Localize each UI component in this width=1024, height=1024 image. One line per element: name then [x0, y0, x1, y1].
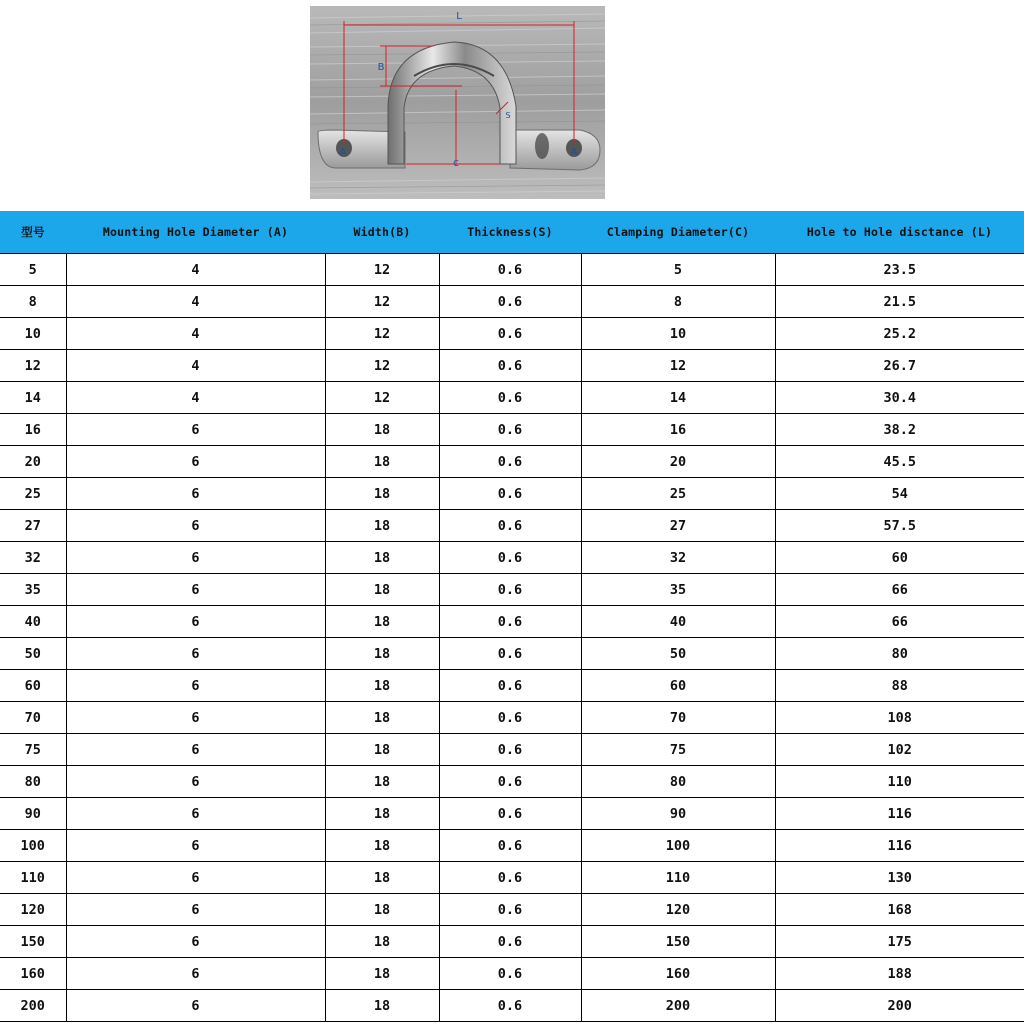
- spec-table-body: [0, 254, 1024, 1022]
- cell-width: 18: [325, 702, 439, 734]
- table-row: [0, 318, 1024, 350]
- cell-thickness: 0.6: [439, 926, 581, 958]
- cell-clamping-diameter: 12: [581, 350, 775, 382]
- cell-clamping-diameter: 120: [581, 894, 775, 926]
- cell-clamping-diameter: 150: [581, 926, 775, 958]
- cell-mounting-hole-diameter: 6: [66, 606, 325, 638]
- cell-thickness: 0.6: [439, 478, 581, 510]
- cell-mounting-hole-diameter: 6: [66, 670, 325, 702]
- cell-model: 200: [0, 990, 66, 1022]
- table-row: [0, 382, 1024, 414]
- cell-thickness: 0.6: [439, 958, 581, 990]
- cell-mounting-hole-diameter: 6: [66, 702, 325, 734]
- cell-model: 16: [0, 414, 66, 446]
- cell-mounting-hole-diameter: 6: [66, 542, 325, 574]
- dimension-label-l: L: [456, 11, 462, 22]
- cell-model: 70: [0, 702, 66, 734]
- cell-thickness: 0.6: [439, 574, 581, 606]
- cell-model: 40: [0, 606, 66, 638]
- header-thickness: Thickness(S): [439, 211, 581, 254]
- cell-thickness: 0.6: [439, 382, 581, 414]
- cell-thickness: 0.6: [439, 286, 581, 318]
- cell-hole-to-hole-distance: 57.5: [775, 510, 1024, 542]
- cell-thickness: 0.6: [439, 798, 581, 830]
- cell-model: 14: [0, 382, 66, 414]
- cell-mounting-hole-diameter: 6: [66, 862, 325, 894]
- cell-clamping-diameter: 110: [581, 862, 775, 894]
- cell-hole-to-hole-distance: 21.5: [775, 286, 1024, 318]
- cell-clamping-diameter: 35: [581, 574, 775, 606]
- header-width: Width(B): [325, 211, 439, 254]
- cell-thickness: 0.6: [439, 318, 581, 350]
- cell-model: 150: [0, 926, 66, 958]
- table-row: [0, 862, 1024, 894]
- clamp-photo: [310, 6, 605, 199]
- cell-model: 8: [0, 286, 66, 318]
- cell-mounting-hole-diameter: 6: [66, 830, 325, 862]
- table-row: [0, 574, 1024, 606]
- cell-width: 18: [325, 798, 439, 830]
- cell-width: 12: [325, 350, 439, 382]
- cell-model: 110: [0, 862, 66, 894]
- dimension-label-a-right: A: [570, 147, 578, 158]
- cell-model: 160: [0, 958, 66, 990]
- cell-width: 18: [325, 862, 439, 894]
- cell-mounting-hole-diameter: 6: [66, 990, 325, 1022]
- cell-width: 18: [325, 414, 439, 446]
- photo-background: [310, 6, 605, 199]
- cell-hole-to-hole-distance: 110: [775, 766, 1024, 798]
- cell-width: 12: [325, 286, 439, 318]
- cell-mounting-hole-diameter: 6: [66, 798, 325, 830]
- cell-clamping-diameter: 27: [581, 510, 775, 542]
- cell-clamping-diameter: 75: [581, 734, 775, 766]
- header-hole-to-hole-distance: Hole to Hole disctance (L): [775, 211, 1024, 254]
- spec-table-header: [0, 211, 1024, 254]
- cell-hole-to-hole-distance: 168: [775, 894, 1024, 926]
- cell-clamping-diameter: 16: [581, 414, 775, 446]
- cell-clamping-diameter: 100: [581, 830, 775, 862]
- cell-width: 18: [325, 670, 439, 702]
- table-row: [0, 350, 1024, 382]
- spec-table: [0, 211, 1024, 1022]
- cell-model: 50: [0, 638, 66, 670]
- cell-width: 18: [325, 574, 439, 606]
- cell-hole-to-hole-distance: 66: [775, 606, 1024, 638]
- cell-thickness: 0.6: [439, 830, 581, 862]
- cell-mounting-hole-diameter: 6: [66, 766, 325, 798]
- cell-clamping-diameter: 80: [581, 766, 775, 798]
- cell-model: 120: [0, 894, 66, 926]
- cell-thickness: 0.6: [439, 734, 581, 766]
- cell-width: 12: [325, 318, 439, 350]
- table-row: [0, 734, 1024, 766]
- header-mounting-hole-diameter: Mounting Hole Diameter (A): [66, 211, 325, 254]
- cell-hole-to-hole-distance: 60: [775, 542, 1024, 574]
- cell-width: 18: [325, 542, 439, 574]
- cell-width: 18: [325, 894, 439, 926]
- table-row: [0, 798, 1024, 830]
- cell-mounting-hole-diameter: 4: [66, 286, 325, 318]
- cell-clamping-diameter: 160: [581, 958, 775, 990]
- cell-thickness: 0.6: [439, 446, 581, 478]
- cell-mounting-hole-diameter: 4: [66, 350, 325, 382]
- table-row: [0, 926, 1024, 958]
- cell-width: 18: [325, 830, 439, 862]
- cell-mounting-hole-diameter: 4: [66, 254, 325, 286]
- cell-clamping-diameter: 200: [581, 990, 775, 1022]
- cell-clamping-diameter: 90: [581, 798, 775, 830]
- cell-hole-to-hole-distance: 188: [775, 958, 1024, 990]
- cell-thickness: 0.6: [439, 510, 581, 542]
- dimension-label-c: C: [453, 159, 459, 168]
- cell-thickness: 0.6: [439, 702, 581, 734]
- cell-hole-to-hole-distance: 38.2: [775, 414, 1024, 446]
- cell-hole-to-hole-distance: 80: [775, 638, 1024, 670]
- cell-model: 5: [0, 254, 66, 286]
- cell-model: 27: [0, 510, 66, 542]
- table-row: [0, 830, 1024, 862]
- cell-model: 10: [0, 318, 66, 350]
- cell-mounting-hole-diameter: 6: [66, 894, 325, 926]
- cell-model: 25: [0, 478, 66, 510]
- table-row: [0, 670, 1024, 702]
- cell-mounting-hole-diameter: 6: [66, 734, 325, 766]
- cell-width: 18: [325, 638, 439, 670]
- table-row: [0, 894, 1024, 926]
- cell-clamping-diameter: 32: [581, 542, 775, 574]
- cell-clamping-diameter: 60: [581, 670, 775, 702]
- cell-hole-to-hole-distance: 102: [775, 734, 1024, 766]
- cell-width: 18: [325, 766, 439, 798]
- cell-clamping-diameter: 8: [581, 286, 775, 318]
- cell-model: 90: [0, 798, 66, 830]
- cell-width: 12: [325, 254, 439, 286]
- cell-clamping-diameter: 40: [581, 606, 775, 638]
- cell-thickness: 0.6: [439, 670, 581, 702]
- cell-hole-to-hole-distance: 26.7: [775, 350, 1024, 382]
- header-clamping-diameter: Clamping Diameter(C): [581, 211, 775, 254]
- cell-clamping-diameter: 70: [581, 702, 775, 734]
- cell-clamping-diameter: 14: [581, 382, 775, 414]
- dimension-label-s: S: [505, 111, 511, 120]
- table-row: [0, 542, 1024, 574]
- cell-hole-to-hole-distance: 116: [775, 830, 1024, 862]
- table-row: [0, 478, 1024, 510]
- cell-width: 18: [325, 926, 439, 958]
- cell-model: 100: [0, 830, 66, 862]
- cell-clamping-diameter: 10: [581, 318, 775, 350]
- cell-model: 20: [0, 446, 66, 478]
- cell-clamping-diameter: 5: [581, 254, 775, 286]
- cell-thickness: 0.6: [439, 638, 581, 670]
- table-row: [0, 254, 1024, 286]
- cell-thickness: 0.6: [439, 862, 581, 894]
- cell-hole-to-hole-distance: 175: [775, 926, 1024, 958]
- cell-thickness: 0.6: [439, 894, 581, 926]
- cell-width: 18: [325, 990, 439, 1022]
- table-row: [0, 766, 1024, 798]
- cell-thickness: 0.6: [439, 350, 581, 382]
- cell-thickness: 0.6: [439, 606, 581, 638]
- cell-thickness: 0.6: [439, 542, 581, 574]
- cell-hole-to-hole-distance: 30.4: [775, 382, 1024, 414]
- cell-hole-to-hole-distance: 116: [775, 798, 1024, 830]
- cell-mounting-hole-diameter: 6: [66, 926, 325, 958]
- cell-mounting-hole-diameter: 6: [66, 574, 325, 606]
- cell-hole-to-hole-distance: 23.5: [775, 254, 1024, 286]
- cell-mounting-hole-diameter: 6: [66, 510, 325, 542]
- cell-thickness: 0.6: [439, 254, 581, 286]
- header-model: 型号: [0, 211, 66, 254]
- cell-mounting-hole-diameter: 4: [66, 382, 325, 414]
- cell-clamping-diameter: 50: [581, 638, 775, 670]
- cell-hole-to-hole-distance: 25.2: [775, 318, 1024, 350]
- cell-mounting-hole-diameter: 4: [66, 318, 325, 350]
- cell-clamping-diameter: 25: [581, 478, 775, 510]
- cell-width: 18: [325, 734, 439, 766]
- table-row: [0, 286, 1024, 318]
- cell-hole-to-hole-distance: 66: [775, 574, 1024, 606]
- cell-hole-to-hole-distance: 45.5: [775, 446, 1024, 478]
- cell-mounting-hole-diameter: 6: [66, 638, 325, 670]
- cell-model: 60: [0, 670, 66, 702]
- cell-mounting-hole-diameter: 6: [66, 478, 325, 510]
- cell-model: 80: [0, 766, 66, 798]
- cell-model: 32: [0, 542, 66, 574]
- cell-width: 12: [325, 382, 439, 414]
- table-row: [0, 510, 1024, 542]
- cell-thickness: 0.6: [439, 414, 581, 446]
- table-row: [0, 446, 1024, 478]
- dimension-label-a-left: A: [339, 147, 347, 158]
- table-row: [0, 702, 1024, 734]
- table-row: [0, 414, 1024, 446]
- cell-width: 18: [325, 958, 439, 990]
- cell-width: 18: [325, 510, 439, 542]
- cell-clamping-diameter: 20: [581, 446, 775, 478]
- table-row: [0, 958, 1024, 990]
- cell-hole-to-hole-distance: 130: [775, 862, 1024, 894]
- cell-width: 18: [325, 446, 439, 478]
- dimension-label-b: B: [377, 62, 385, 73]
- cell-mounting-hole-diameter: 6: [66, 958, 325, 990]
- cell-thickness: 0.6: [439, 990, 581, 1022]
- table-row: [0, 990, 1024, 1022]
- cell-hole-to-hole-distance: 88: [775, 670, 1024, 702]
- table-row: [0, 606, 1024, 638]
- cell-model: 12: [0, 350, 66, 382]
- table-row: [0, 638, 1024, 670]
- header-row: [0, 211, 1024, 254]
- cell-mounting-hole-diameter: 6: [66, 446, 325, 478]
- cell-thickness: 0.6: [439, 766, 581, 798]
- cell-hole-to-hole-distance: 200: [775, 990, 1024, 1022]
- cell-width: 18: [325, 478, 439, 510]
- cell-mounting-hole-diameter: 6: [66, 414, 325, 446]
- cell-model: 75: [0, 734, 66, 766]
- cell-width: 18: [325, 606, 439, 638]
- cell-hole-to-hole-distance: 54: [775, 478, 1024, 510]
- cell-hole-to-hole-distance: 108: [775, 702, 1024, 734]
- cell-model: 35: [0, 574, 66, 606]
